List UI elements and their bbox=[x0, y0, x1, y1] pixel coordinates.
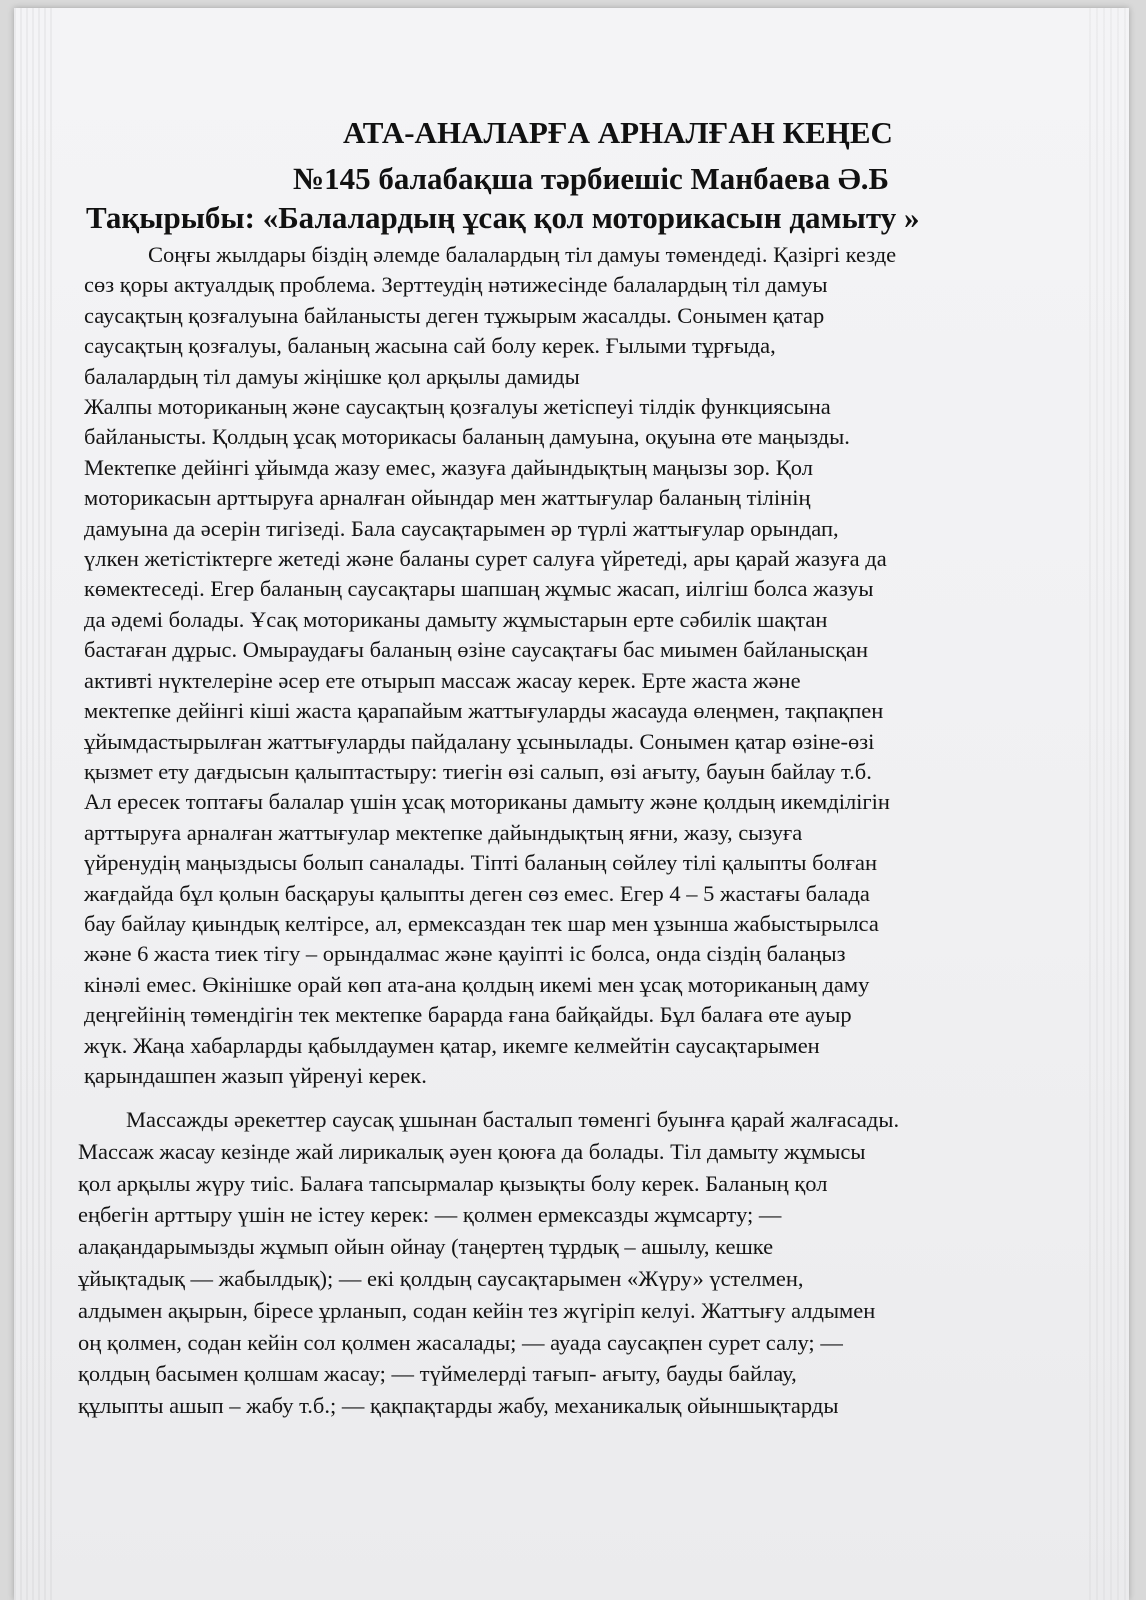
text-line: және 6 жаста тиек тігу – орындалмас және қауіпті іс болса, онда сіздің балаңыз bbox=[84, 941, 846, 967]
text-line: ұйықтадық — жабылдық); — екі қолдың саусақтарымен «Жүру» үстелмен, bbox=[78, 1265, 804, 1291]
text-line: деңгейінің төмендігін тек мектепке барарда ғана байқайды. Бұл балаға өте ауыр bbox=[84, 1002, 852, 1028]
text-line: моторикасын арттыруға арналған ойындар мен жаттығулар баланың тілінің bbox=[84, 485, 811, 511]
text-line: қолдың басымен қолшам жасау; — түймелерді тағып- ағыту, бауды байлау, bbox=[78, 1361, 797, 1387]
text-line: балалардың тіл дамуы жіңішке қол арқылы дамиды bbox=[84, 363, 580, 389]
text-line: Массажды әрекеттер саусақ ұшынан басталып төменгі буынға қарай жалғасады. bbox=[126, 1107, 900, 1132]
text-line: байланысты. Қолдың ұсақ моторикасы баланың дамуына, оқуына өте маңызды. bbox=[84, 424, 850, 450]
text-line: қол арқылы жүру тиіс. Балаға тапсырмалар қызықты болу керек. Баланың қол bbox=[78, 1170, 828, 1196]
text-line: қызмет ету дағдысын қалыптастыру: тиегін өзі салып, өзі ағыту, бауын байлау т.б. bbox=[84, 758, 872, 784]
body-paragraph-2 bbox=[78, 1104, 1078, 1422]
document-subtitle: №145 балабақша тәрбиешіс Манбаева Ә.Б bbox=[292, 161, 889, 196]
text-line: Соңғы жылдары біздің әлемде балалардың тіл дамуы төмендеді. Қазіргі кезде bbox=[148, 242, 897, 267]
text-line: бау байлау қиындық келтірсе, ал, ермексаздан тек шар мен ұзынша жабыстырылса bbox=[84, 910, 879, 936]
text-line: ұйымдастырылған жаттығуларды пайдалану ұсынылады. Сонымен қатар өзіне-өзі bbox=[84, 728, 875, 754]
text-line: бастаған дұрыс. Омыраудағы баланың өзіне саусақтағы бас миымен байланысқан bbox=[84, 637, 869, 663]
scan-noise-left bbox=[14, 8, 54, 1600]
text-line: қарындашпен жазып үйренуі керек. bbox=[84, 1062, 427, 1088]
text-line: мектепке дейінгі кіші жаста қарапайым жаттығуларды жасауда өлеңмен, тақпақпен bbox=[84, 698, 884, 724]
text-line: көмектеседі. Егер баланың саусақтары шапшаң жұмыс жасап, иілгіш болса жазуы bbox=[84, 576, 874, 602]
text-line: арттыруға арналған жаттығулар мектепке дайындықтың яғни, жазу, сызуға bbox=[84, 819, 803, 845]
scan-noise-right bbox=[1089, 8, 1129, 1600]
text-line: Жалпы моториканың және саусақтың қозғалуы жетіспеуі тілдік функциясына bbox=[84, 394, 831, 420]
text-line: кінәлі емес. Өкінішке орай көп ата-ана қолдың икемі мен ұсақ моториканың даму bbox=[84, 971, 870, 997]
text-line: оң қолмен, содан кейін сол қолмен жасалады; — ауада саусақпен сурет салу; — bbox=[78, 1329, 843, 1355]
text-line: Ал ересек топтағы балалар үшін ұсақ моториканы дамыту және қолдың икемділігін bbox=[84, 789, 890, 815]
text-line: саусақтың қозғалуы, баланың жасына сай болу керек. Ғылыми тұрғыда, bbox=[84, 333, 776, 359]
document-topic: Тақырыбы: «Балалардың ұсақ қол моторикасын дамыту » bbox=[86, 200, 920, 235]
text-line: сөз қоры актуалдық проблема. Зерттеудің нәтижесінде балалардың тіл дамуы bbox=[84, 272, 828, 298]
text-line: құлыпты ашып – жабу т.б.; — қақпақтарды жабу, механикалық ойыншықтарды bbox=[78, 1393, 839, 1419]
text-line: Мектепке дейінгі ұйымда жазу емес, жазуға дайындықтың маңызы зор. Қол bbox=[84, 454, 813, 480]
text-line: Массаж жасау кезінде жай лирикалық әуен қоюға да болады. Тіл дамыту жұмысы bbox=[78, 1138, 866, 1164]
text-line: да әдемі болады. Ұсақ моториканы дамыту жұмыстарын ерте сәбилік шақтан bbox=[84, 606, 828, 632]
text-line: алдымен ақырын, біресе ұрланып, содан кейін тез жүгіріп келуі. Жаттығу алдымен bbox=[78, 1297, 876, 1323]
text-line: алақандарымызды жұмып ойын ойнау (таңертең тұрдық – ашылу, кешке bbox=[78, 1234, 774, 1260]
body-paragraph-1 bbox=[84, 240, 1074, 1091]
text-line: үйренудің маңыздысы болып саналады. Тіпті баланың сөйлеу тілі қалыпты болған bbox=[84, 850, 878, 876]
document-title: АТА-АНАЛАРҒА АРНАЛҒАН КЕҢЕС bbox=[343, 115, 893, 150]
text-line: активті нүктелеріне әсер ете отырып массаж жасау керек. Ерте жаста және bbox=[84, 667, 801, 693]
text-line: саусақтың қозғалуына байланысты деген тұжырым жасалды. Сонымен қатар bbox=[84, 302, 825, 328]
text-line: үлкен жетістіктерге жетеді және баланы сурет салуға үйретеді, ары қарай жазуға да bbox=[84, 546, 887, 572]
text-line: еңбегін арттыру үшін не істеу керек: — қолмен ермексазды жұмсарту; — bbox=[78, 1202, 782, 1228]
text-line: жағдайда бұл қолын басқаруы қалыпты деген сөз емес. Егер 4 – 5 жастағы балада bbox=[84, 880, 870, 906]
document-header bbox=[0, 110, 1146, 202]
text-line: жүк. Жаңа хабарларды қабылдаумен қатар, икемге келмейтін саусақтарымен bbox=[84, 1032, 820, 1058]
text-line: дамуына да әсерін тигізеді. Бала саусақтарымен әр түрлі жаттығулар орындап, bbox=[84, 515, 839, 541]
